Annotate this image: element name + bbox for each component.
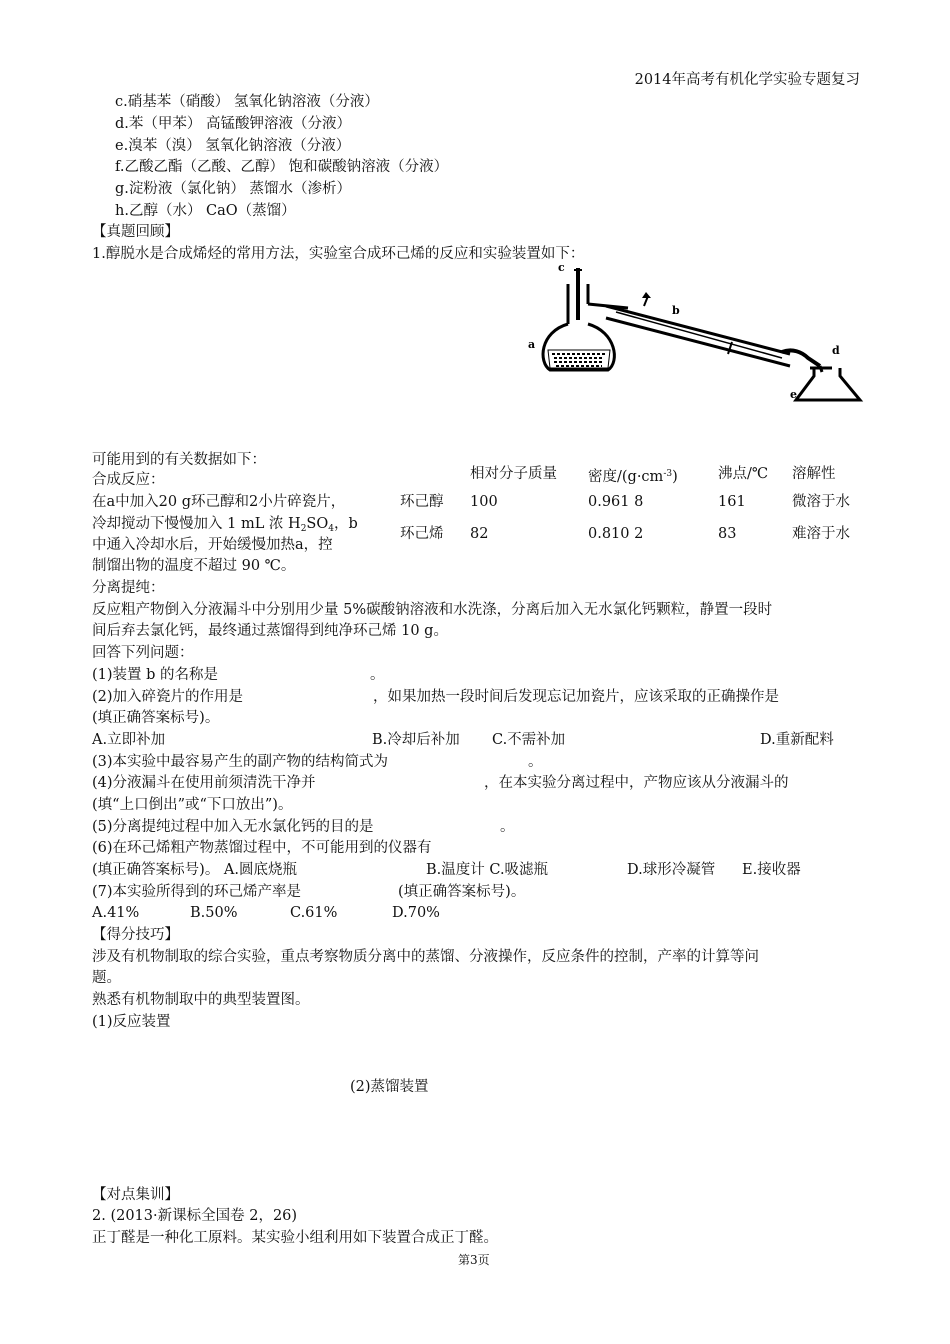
page-footer: 第3页	[458, 1253, 490, 1267]
skill-line: 涉及有机物制取的综合实验，重点考察物质分离中的蒸馏、分液操作，反应条件的控制，产率的计算等问	[92, 949, 759, 965]
table-cell: 微溶于水	[792, 494, 850, 510]
separation-title: 分离提纯：	[92, 580, 165, 596]
data-intro: 可能用到的有关数据如下：	[92, 452, 266, 468]
table-cell: 环己烯	[400, 526, 444, 542]
separation-line: 间后弃去氯化钙，最终通过蒸馏得到纯净环己烯 10 g。	[92, 623, 448, 639]
question-5: (5)分离提纯过程中加入无水氯化钙的目的是	[92, 819, 374, 835]
section-heading-skill: 【得分技巧】	[92, 927, 179, 943]
question-3-end: 。	[528, 754, 543, 770]
label-e: e	[790, 388, 797, 401]
list-item: c.硝基苯（硝酸） 氢氧化钠溶液（分液）	[115, 94, 379, 110]
label-c: c	[558, 262, 565, 274]
question-4-cont: ，在本实验分离过程中，产物应该从分液漏斗的	[484, 775, 789, 791]
label-b: b	[672, 304, 680, 317]
option: A.41%	[92, 905, 140, 921]
question-2-title: 2. (2013·新课标全国卷 2，26)	[92, 1208, 298, 1224]
option: C.61%	[290, 905, 338, 921]
synthesis-line: 冷却搅动下慢慢加入 1 mL 浓 $H_2SO_4$，b	[92, 516, 358, 534]
separation-line: 反应粗产物倒入分液漏斗中分别用少量 5%碳酸钠溶液和水洗涤，分离后加入无水氯化钙颗粒，静置一段时	[92, 602, 773, 618]
skill-line: 熟悉有机物制取中的典型装置图。	[92, 992, 310, 1008]
option: D.球形冷凝管	[627, 862, 716, 878]
option: E.接收器	[742, 862, 801, 878]
table-cell: 100	[470, 494, 498, 510]
option: B.50%	[190, 905, 238, 921]
option: B.冷却后补加	[372, 732, 460, 748]
table-cell: 0.961 8	[588, 494, 644, 510]
table-header: 溶解性	[792, 466, 836, 482]
question-7: (7)本实验所得到的环己烯产率是	[92, 884, 302, 900]
question-5-end: 。	[500, 819, 515, 835]
distillation-label: (2)蒸馏装置	[350, 1079, 429, 1095]
option: B.温度计 C.吸滤瓶	[426, 862, 549, 878]
option: (填正确答案标号)。 A.圆底烧瓶	[92, 862, 298, 878]
question-4: (4)分液漏斗在使用前须清洗干净并	[92, 775, 316, 791]
list-item: h.乙醇（水） CaO（蒸馏）	[115, 203, 296, 219]
question-7-cont: (填正确答案标号)。	[398, 884, 526, 900]
question-3: (3)本实验中最容易产生的副产物的结构简式为	[92, 754, 389, 770]
table-header: 相对分子质量	[470, 466, 557, 482]
synthesis-line: 制馏出物的温度不超过 90 ℃。	[92, 558, 296, 574]
table-cell: 0.810 2	[588, 526, 644, 542]
question-2-cont: ，如果加热一段时间后发现忘记加瓷片，应该采取的正确操作是	[373, 689, 779, 705]
section-heading-train: 【对点集训】	[92, 1187, 179, 1203]
label-d: d	[832, 344, 840, 357]
table-header: 沸点/℃	[718, 466, 769, 482]
list-item: f.乙酸乙酯（乙酸、乙醇） 饱和碳酸钠溶液（分液）	[115, 159, 449, 175]
option: D.重新配料	[760, 732, 834, 748]
skill-line: (1)反应装置	[92, 1014, 171, 1030]
table-cell: 难溶于水	[792, 526, 850, 542]
question-1-end: 。	[370, 667, 385, 683]
answer-title: 回答下列问题：	[92, 645, 194, 661]
question-6: (6)在环己烯粗产物蒸馏过程中，不可能用到的仪器有	[92, 840, 432, 856]
question-2-note: (填正确答案标号)。	[92, 710, 220, 726]
option: A.立即补加	[92, 732, 166, 748]
list-item: g.淀粉液（氯化钠） 蒸馏水（渗析）	[115, 181, 351, 197]
table-cell: 82	[470, 526, 489, 542]
skill-line: 题。	[92, 970, 121, 986]
synthesis-title: 合成反应：	[92, 472, 165, 488]
option: C.不需补加	[492, 732, 566, 748]
question-2-line: 正丁醛是一种化工原料。某实验小组利用如下装置合成正丁醛。	[92, 1230, 498, 1246]
list-item: e.溴苯（溴） 氢氧化钠溶液（分液）	[115, 138, 351, 154]
page-header: 2014年高考有机化学实验专题复习	[634, 72, 860, 88]
synthesis-line: 中通入冷却水后，开始缓慢加热a，控	[92, 537, 333, 553]
table-cell: 环己醇	[400, 494, 444, 510]
option: D.70%	[392, 905, 440, 921]
table-cell: 161	[718, 494, 746, 510]
list-item: d.苯（甲苯） 高锰酸钾溶液（分液）	[115, 116, 351, 132]
question-1: (1)装置 b 的名称是	[92, 667, 219, 683]
question-4-note: (填“上口倒出”或“下口放出”)。	[92, 797, 293, 813]
distillation-apparatus-diagram	[520, 262, 865, 402]
synthesis-line: 在a中加入20 g环己醇和2小片碎瓷片，	[92, 494, 346, 510]
section-heading-review: 【真题回顾】	[92, 224, 179, 240]
question-1-intro: 1.醇脱水是合成烯烃的常用方法，实验室合成环己烯的反应和实验装置如下：	[92, 246, 585, 262]
table-cell: 83	[718, 526, 737, 542]
question-2: (2)加入碎瓷片的作用是	[92, 689, 244, 705]
label-a: a	[528, 338, 536, 351]
table-header: 密度$/(g\cdot cm^{-3})$	[588, 469, 678, 485]
